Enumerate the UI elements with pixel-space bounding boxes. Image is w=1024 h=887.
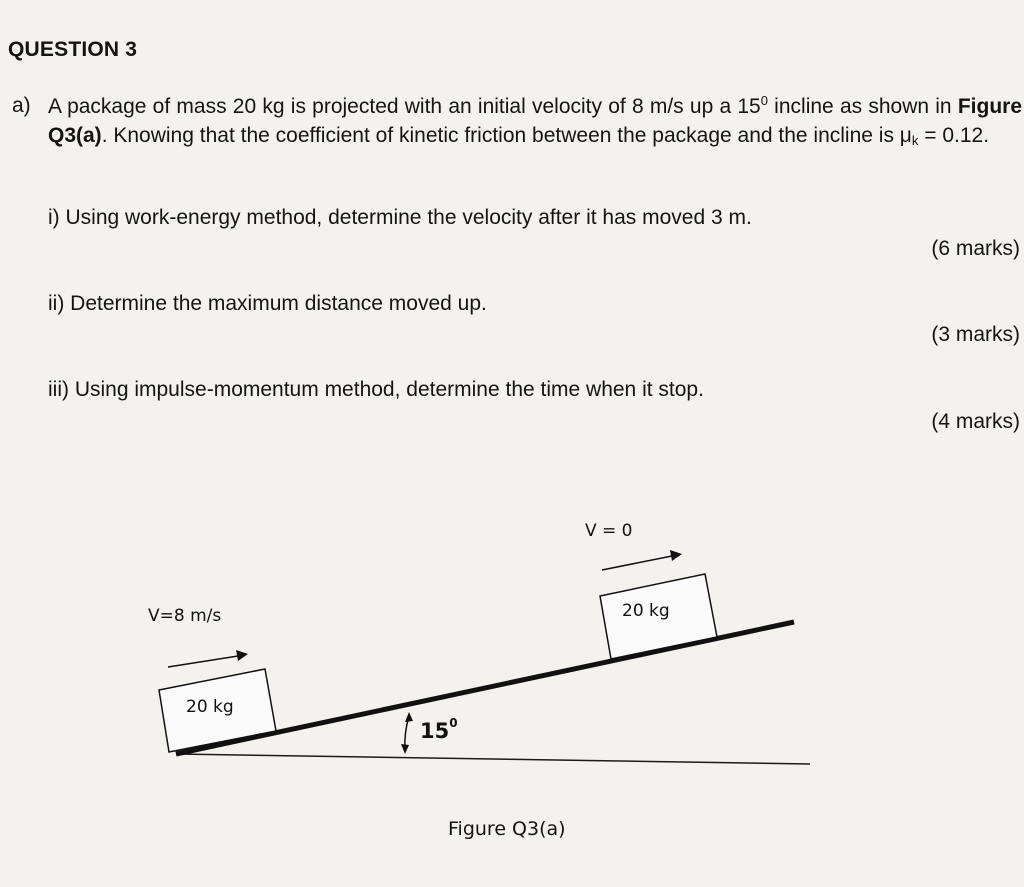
part-a-text-4: = 0.12. [918, 124, 990, 147]
degree-superscript: 0 [760, 93, 768, 108]
part-a-text-1: A package of mass 20 kg is projected with an initial velocity of 8 m/s up a 15 [48, 95, 761, 118]
marks-i: (6 marks) [931, 237, 1020, 260]
part-a-text-3: . Knowing that the coefficient of kinetic friction between the package and the incline is μ [101, 124, 912, 147]
mu-subscript: k [911, 133, 919, 148]
final-velocity-label: V = 0 [585, 521, 633, 541]
initial-velocity-label: V=8 m/s [148, 606, 222, 626]
part-a-label: a) [12, 94, 31, 117]
ground-line [176, 754, 810, 764]
figure-caption: Figure Q3(a) [448, 818, 566, 840]
sub-question-i: i) Using work-energy method, determine the velocity after it has moved 3 m. [48, 206, 752, 229]
figure-reference: Figure Q3(a) [48, 95, 1022, 147]
sub-question-ii: ii) Determine the maximum distance moved up. [48, 292, 487, 315]
velocity-arrow-left [168, 650, 248, 667]
question-heading: QUESTION 3 [8, 38, 138, 61]
marks-ii: (3 marks) [931, 323, 1020, 346]
angle-label: $15^0$ [420, 716, 458, 743]
block-right-label: 20 kg [622, 601, 670, 621]
sub-question-iii: iii) Using impulse-momentum method, determine the time when it stop. [48, 378, 704, 401]
angle-arrow [401, 712, 413, 754]
part-a-text [48, 92, 1022, 150]
block-left-label: 20 kg [186, 697, 234, 717]
velocity-arrow-right [602, 550, 682, 570]
part-a-text-2: incline as shown in [767, 95, 958, 118]
marks-iii: (4 marks) [931, 410, 1020, 433]
